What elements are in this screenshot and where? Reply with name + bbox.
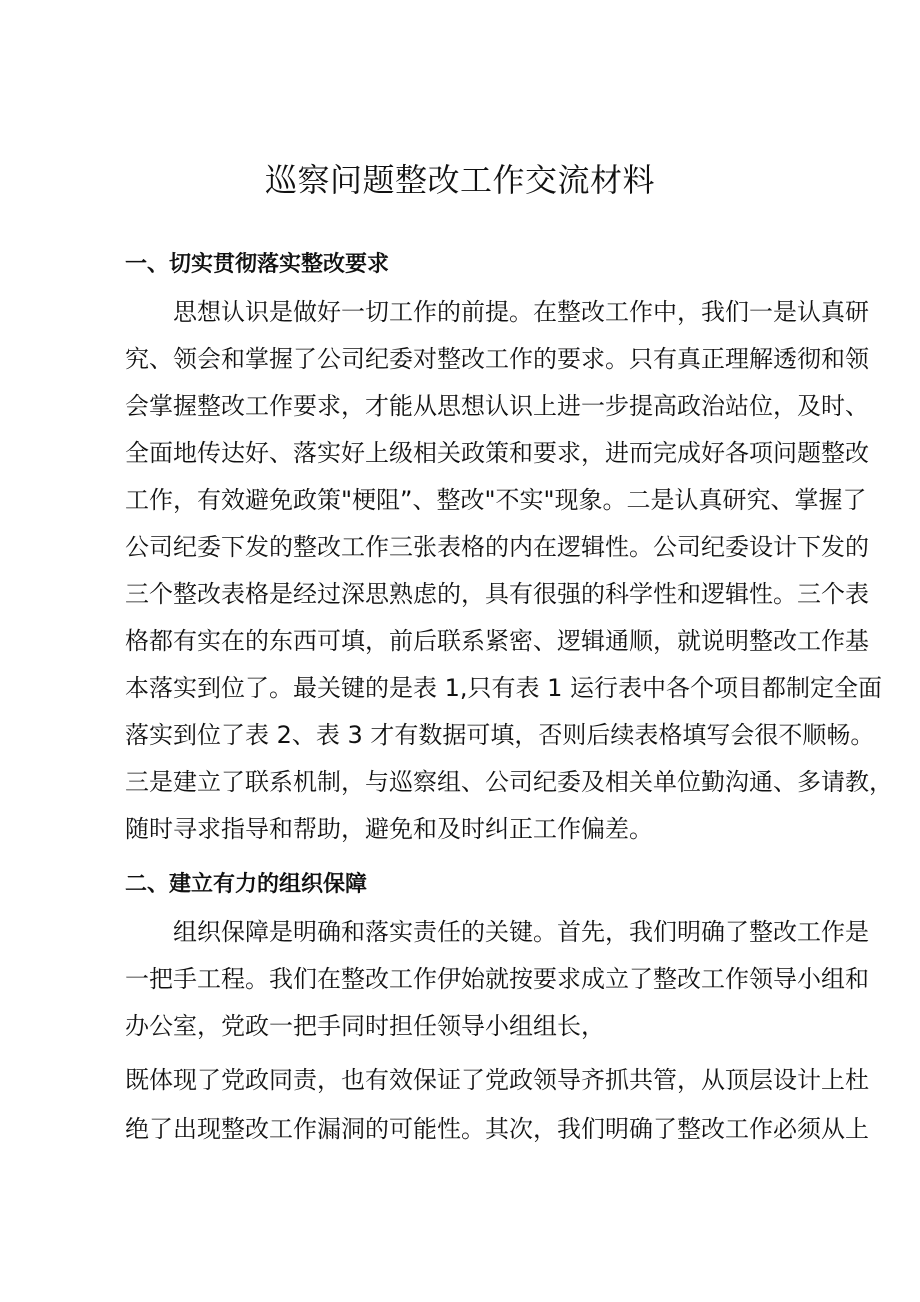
paragraph-line: 随时寻求指导和帮助，避免和及时纠正工作偏差。 [125, 815, 653, 843]
paragraph-line: 组织保障是明确和落实责任的关键。首先，我们明确了整改工作是 [173, 918, 869, 946]
paragraph-line: 三是建立了联系机制，与巡察组、公司纪委及相关单位勤沟通、多请教， [125, 768, 893, 796]
section-heading: 一、切实贯彻落实整改要求 [125, 252, 390, 277]
paragraph-line: 公司纪委下发的整改工作三张表格的内在逻辑性。公司纪委设计下发的 [125, 533, 869, 561]
paragraph-line: 思想认识是做好一切工作的前提。在整改工作中，我们一是认真研 [173, 298, 869, 326]
paragraph-line: 绝了出现整改工作漏洞的可能性。其次，我们明确了整改工作必须从上 [125, 1115, 869, 1143]
paragraph-line: 三个整改表格是经过深思熟虑的，具有很强的科学性和逻辑性。三个表 [125, 580, 869, 608]
paragraph-line: 落实到位了表 2、表 3 才有数据可填，否则后续表格填写会很不顺畅。 [125, 721, 875, 749]
paragraph-line: 究、领会和掌握了公司纪委对整改工作的要求。只有真正理解透彻和领 [125, 345, 869, 373]
paragraph-line: 全面地传达好、落实好上级相关政策和要求，进而完成好各项问题整改 [125, 439, 869, 467]
section-heading: 二、建立有力的组织保障 [125, 872, 368, 897]
paragraph-line: 会掌握整改工作要求，才能从思想认识上进一步提高政治站位，及时、 [125, 392, 869, 420]
paragraph-line: 工作，有效避免政策"梗阻”、整改"不实"现象。二是认真研究、掌握了 [125, 486, 867, 514]
paragraph-line: 本落实到位了。最关键的是表 1,只有表 1 运行表中各个项目都制定全面 [125, 674, 883, 702]
paragraph-line: 一把手工程。我们在整改工作伊始就按要求成立了整改工作领导小组和 [125, 965, 869, 993]
paragraph-line: 格都有实在的东西可填，前后联系紧密、逻辑通顺，就说明整改工作基 [125, 627, 869, 655]
document-title: 巡察问题整改工作交流材料 [264, 161, 655, 199]
paragraph-line: 办公室，党政一把手同时担任领导小组组长， [125, 1012, 605, 1040]
paragraph-line: 既体现了党政同责，也有效保证了党政领导齐抓共管，从顶层设计上杜 [125, 1066, 869, 1094]
